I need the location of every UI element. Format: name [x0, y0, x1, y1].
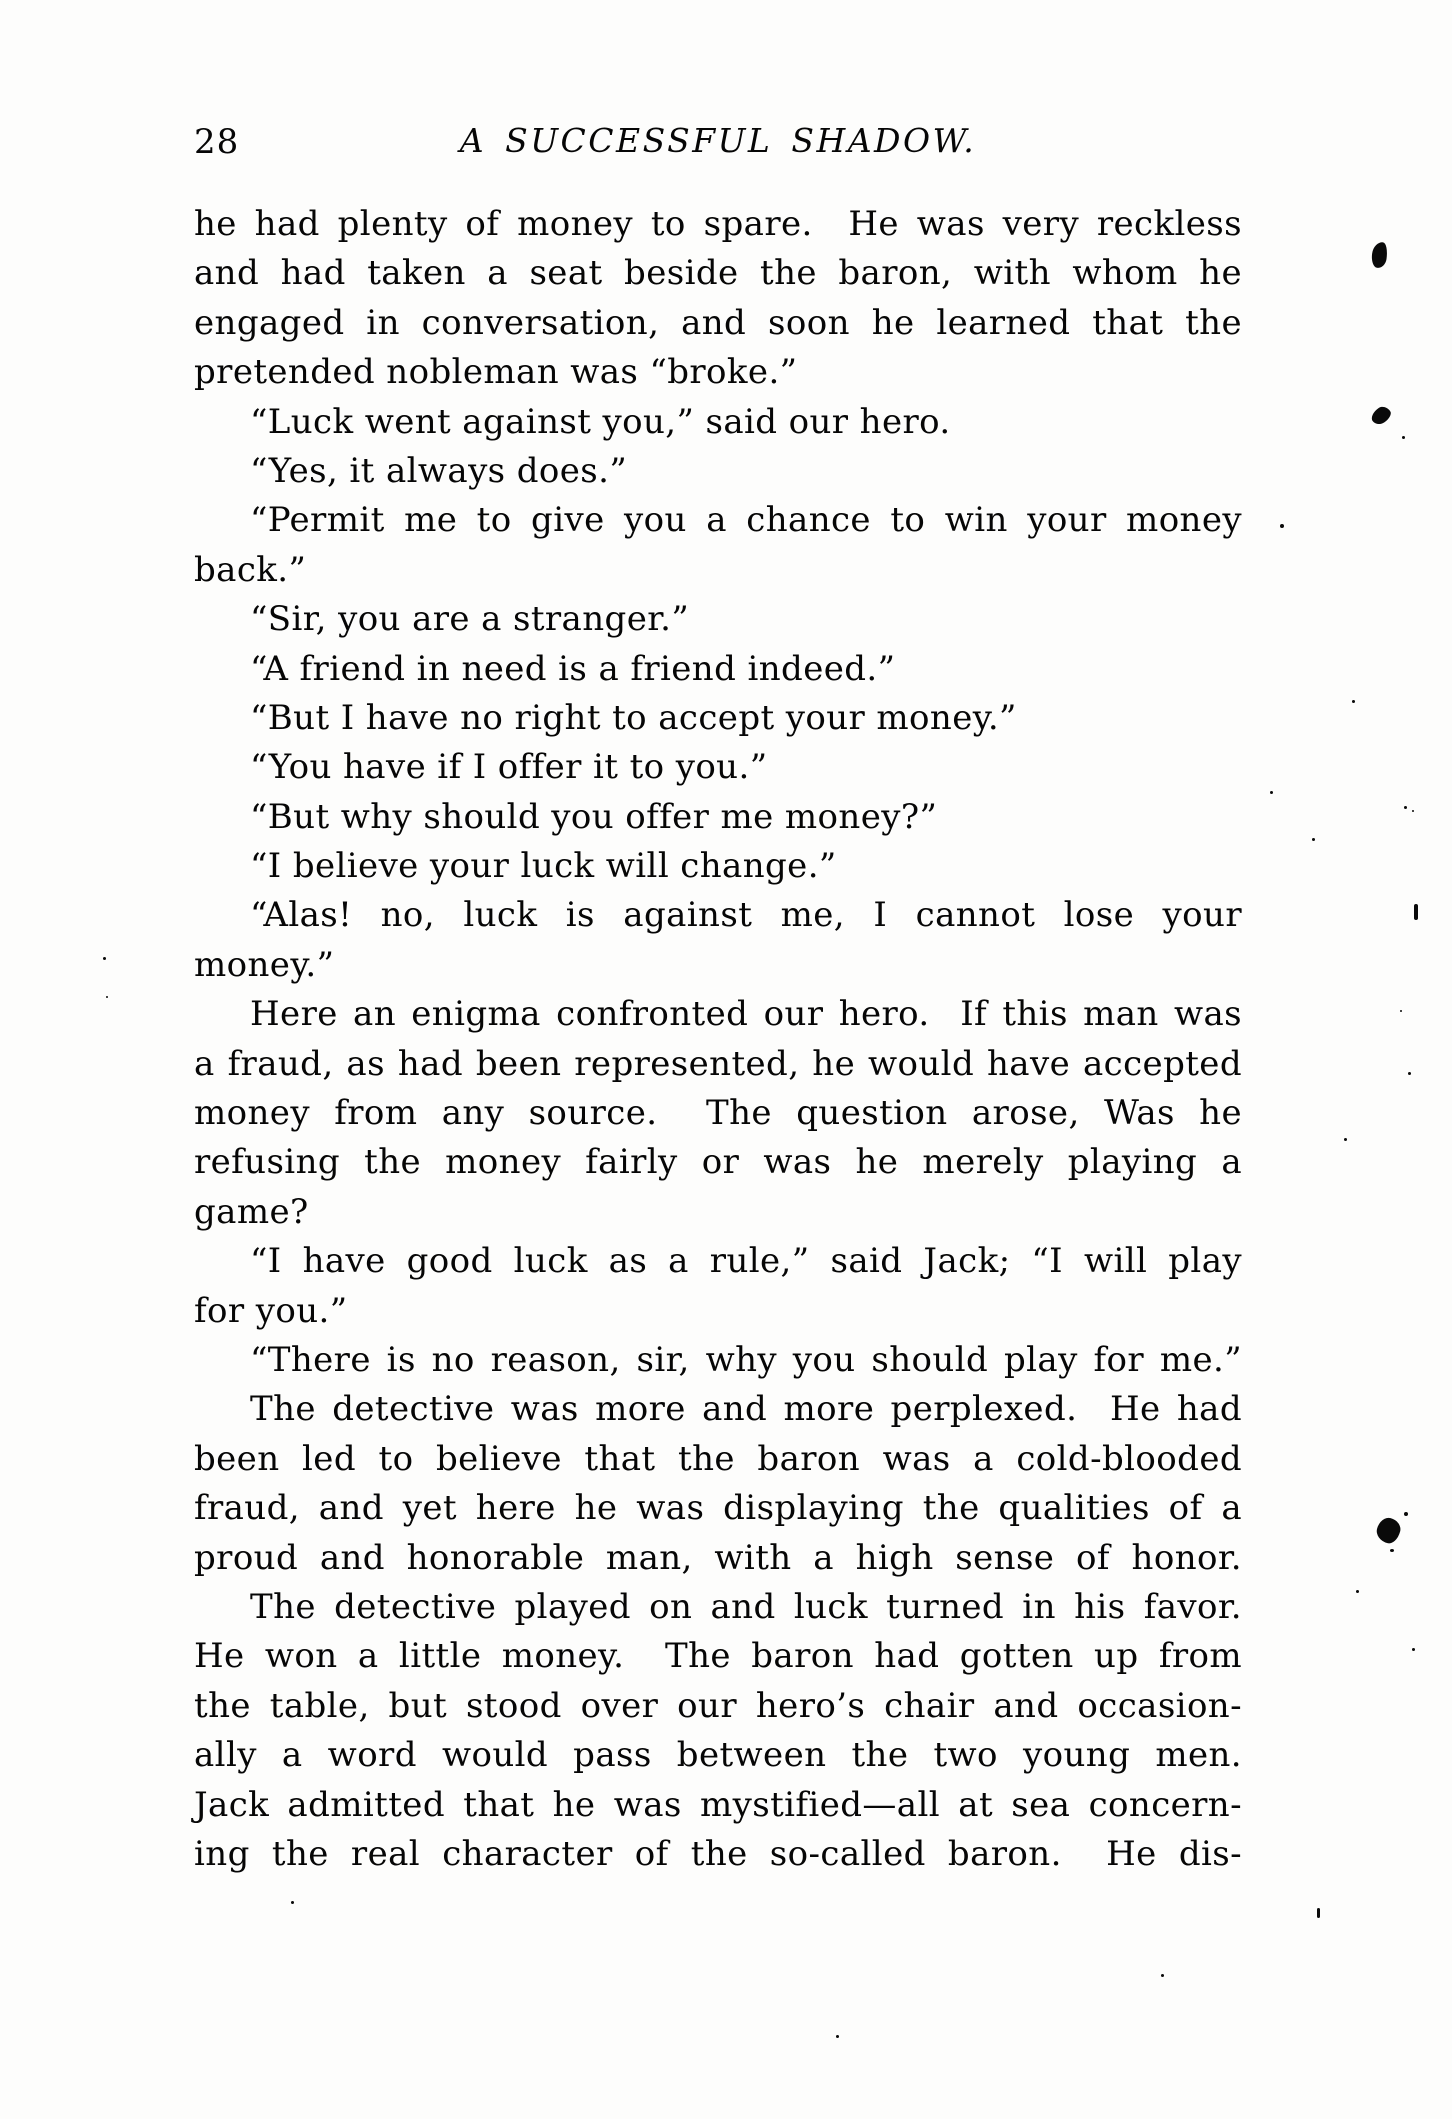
- text-line: Here an enigma confronted our hero. If this man was: [250, 994, 1242, 1035]
- text-line: “I believe your luck will change.”: [250, 846, 837, 887]
- ink-speck: [1312, 838, 1315, 841]
- ink-speck: [1369, 404, 1394, 428]
- text-line: money.”: [194, 944, 335, 985]
- text-line: “I have good luck as a rule,” said Jack; “I will play: [250, 1241, 1242, 1282]
- ink-speck: [1374, 1515, 1403, 1545]
- ink-speck: [103, 957, 106, 960]
- ink-speck: [836, 2035, 839, 2038]
- text-line: and had taken a seat beside the baron, with whom he: [194, 253, 1242, 294]
- text-line: “You have if I offer it to you.”: [250, 747, 768, 788]
- text-block: [194, 200, 1242, 1879]
- ink-speck: [1404, 1512, 1408, 1516]
- text-line: proud and honorable man, with a high sense of honor.: [194, 1537, 1242, 1578]
- text-line: been led to believe that the baron was a cold-blooded: [194, 1438, 1242, 1479]
- text-line: fraud, and yet here he was displaying the qualities of a: [194, 1488, 1242, 1529]
- text-line: a fraud, as had been represented, he would have accepted: [194, 1043, 1242, 1084]
- ink-speck: [1161, 1974, 1164, 1977]
- ink-speck: [291, 1901, 294, 1904]
- text-line: “But why should you offer me money?”: [250, 796, 938, 837]
- running-head: [194, 120, 1242, 166]
- text-line: “But I have no right to accept your money.”: [250, 697, 1017, 738]
- text-line: game?: [194, 1191, 309, 1232]
- ink-speck: [1352, 700, 1355, 703]
- text-line: for you.”: [194, 1290, 348, 1331]
- text-line: ing the real character of the so-called baron. He dis-: [194, 1833, 1242, 1874]
- ink-speck: [1270, 791, 1273, 794]
- ink-speck: [1402, 436, 1405, 439]
- ink-speck: [1404, 806, 1407, 809]
- text-line: “Alas! no, luck is against me, I cannot lose your: [250, 895, 1242, 936]
- ink-speck: [1317, 1908, 1320, 1918]
- text-line: “There is no reason, sir, why you should play for me.”: [250, 1339, 1242, 1380]
- ink-speck: [1412, 1648, 1415, 1651]
- text-line: ally a word would pass between the two young men.: [194, 1735, 1242, 1776]
- text-line: “A friend in need is a friend indeed.”: [250, 648, 896, 689]
- ink-speck: [1370, 241, 1388, 269]
- text-line: “Permit me to give you a chance to win your money: [250, 500, 1242, 541]
- text-line: back.”: [194, 549, 307, 590]
- ink-speck: [1280, 524, 1284, 528]
- text-line: The detective played on and luck turned in his favor.: [250, 1586, 1242, 1627]
- text-line: “Yes, it always does.”: [250, 450, 628, 491]
- ink-speck: [1356, 1590, 1359, 1593]
- ink-speck: [1400, 1010, 1402, 1012]
- page-number: 28: [194, 122, 240, 162]
- text-line: refusing the money fairly or was he merely playing a: [194, 1142, 1242, 1183]
- text-line: “Luck went against you,” said our hero.: [250, 401, 951, 442]
- text-line: money from any source. The question arose, Was he: [194, 1093, 1242, 1134]
- text-line: the table, but stood over our hero’s chair and occasion-: [194, 1685, 1242, 1726]
- text-line: Jack admitted that he was mystified—all at sea concern-: [194, 1784, 1242, 1825]
- text-line: He won a little money. The baron had gotten up from: [194, 1636, 1242, 1677]
- text-line: engaged in conversation, and soon he learned that the: [194, 302, 1242, 343]
- chapter-running-title: A SUCCESSFUL SHADOW.: [459, 121, 977, 160]
- ink-speck: [106, 996, 108, 998]
- ink-speck: [1390, 1549, 1394, 1552]
- ink-speck: [1412, 810, 1414, 812]
- ink-speck: [1408, 1072, 1411, 1075]
- text-line: pretended nobleman was “broke.”: [194, 352, 798, 393]
- text-line: “Sir, you are a stranger.”: [250, 599, 690, 640]
- text-line: The detective was more and more perplexed. He had: [250, 1389, 1242, 1430]
- text-line: he had plenty of money to spare. He was very reckless: [194, 204, 1242, 244]
- ink-speck: [1414, 904, 1418, 920]
- ink-speck: [1344, 1138, 1347, 1141]
